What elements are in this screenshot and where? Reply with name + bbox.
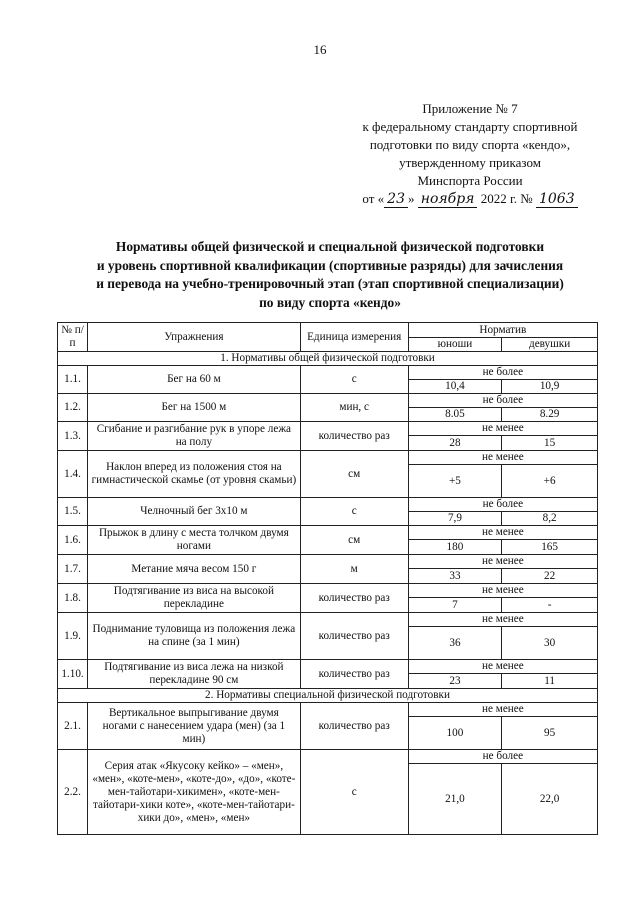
norm-condition: не более (408, 750, 597, 764)
row-number: 1.4. (58, 451, 88, 498)
appendix-title: Приложение № 7 (422, 101, 518, 116)
boys-value: +5 (408, 465, 502, 498)
row-number: 1.2. (58, 394, 88, 422)
appendix-block (330, 100, 610, 208)
norm-condition: не менее (408, 584, 597, 598)
exercise-name: Челночный бег 3х10 м (88, 498, 301, 526)
norm-condition: не менее (408, 526, 597, 540)
row-number: 1.10. (58, 660, 88, 689)
table-row (58, 498, 598, 512)
row-number: 1.7. (58, 555, 88, 584)
unit-cell: м (300, 555, 408, 584)
page-number: 16 (313, 42, 327, 57)
unit-cell: количество раз (300, 422, 408, 451)
exercise-name: Наклон вперед из положения стоя на гимнастической скамье (от уровня скамьи) (88, 451, 301, 498)
norms-table (57, 322, 598, 835)
norm-condition: не менее (408, 451, 597, 465)
header-girls: девушки (502, 338, 598, 352)
row-number: 1.8. (58, 584, 88, 613)
girls-value: 22,0 (502, 764, 598, 835)
appendix-line: к федеральному стандарту спортивной (362, 119, 578, 134)
exercise-name: Подтягивание из виса на высокой перекладине (88, 584, 301, 613)
table-row (58, 555, 598, 569)
girls-value: 30 (502, 627, 598, 660)
table-row (58, 660, 598, 674)
row-number: 1.3. (58, 422, 88, 451)
unit-cell: количество раз (300, 584, 408, 613)
boys-value: 23 (408, 674, 502, 689)
section-title: 2. Нормативы специальной физической подготовки (58, 689, 598, 703)
boys-value: 7 (408, 598, 502, 613)
girls-value: 95 (502, 717, 598, 750)
girls-value: 11 (502, 674, 598, 689)
norm-condition: не более (408, 394, 597, 408)
header-exercise: Упражнения (88, 323, 301, 352)
girls-value: 15 (502, 436, 598, 451)
boys-value: 7,9 (408, 512, 502, 526)
unit-cell: количество раз (300, 613, 408, 660)
unit-cell: мин, с (300, 394, 408, 422)
section-general (58, 352, 598, 366)
boys-value: 36 (408, 627, 502, 660)
row-number: 1.1. (58, 366, 88, 394)
table-row (58, 451, 598, 465)
exercise-name: Бег на 60 м (88, 366, 301, 394)
exercise-name: Подтягивание из виса лежа на низкой перекладине 90 см (88, 660, 301, 689)
unit-cell: см (300, 451, 408, 498)
document-heading: Нормативы общей физической и специальной физической подготовки и уровень спортивной квалификации (спортивные разряды) для зачисления и перевода на учебно-тренировочный этап (этап спортивной специализации) по виду спорта «кендо» (96, 239, 564, 310)
row-number: 2.1. (58, 703, 88, 750)
boys-value: 21,0 (408, 764, 502, 835)
exercise-name: Метание мяча весом 150 г (88, 555, 301, 584)
norm-condition: не менее (408, 422, 597, 436)
unit-cell: с (300, 750, 408, 835)
unit-cell: с (300, 498, 408, 526)
girls-value: +6 (502, 465, 598, 498)
boys-value: 180 (408, 540, 502, 555)
header-boys: юноши (408, 338, 502, 352)
handwritten-order-number: 1063 (536, 191, 578, 208)
row-number: 1.9. (58, 613, 88, 660)
exercise-name: Бег на 1500 м (88, 394, 301, 422)
handwritten-day: 23 (384, 191, 408, 208)
table-row (58, 613, 598, 627)
appendix-line: Минспорта России (417, 173, 523, 188)
norm-condition: не более (408, 498, 597, 512)
header-unit: Единица измерения (300, 323, 408, 352)
boys-value: 100 (408, 717, 502, 750)
norm-condition: не менее (408, 703, 597, 717)
girls-value: 22 (502, 569, 598, 584)
girls-value: 8,2 (502, 512, 598, 526)
row-number: 1.5. (58, 498, 88, 526)
table-row (58, 584, 598, 598)
appendix-line: подготовки по виду спорта «кендо», (369, 137, 571, 152)
girls-value: 10,9 (502, 380, 598, 394)
table-row (58, 422, 598, 436)
unit-cell: количество раз (300, 660, 408, 689)
norm-condition: не более (408, 366, 597, 380)
norms-table-body (58, 352, 598, 835)
girls-value: - (502, 598, 598, 613)
exercise-name: Прыжок в длину с места толчком двумя ногами (88, 526, 301, 555)
section-special (58, 689, 598, 703)
boys-value: 10,4 (408, 380, 502, 394)
unit-cell: количество раз (300, 703, 408, 750)
unit-cell: см (300, 526, 408, 555)
boys-value: 8.05 (408, 408, 502, 422)
norm-condition: не менее (408, 660, 597, 674)
row-number: 1.6. (58, 526, 88, 555)
exercise-name: Серия атак «Якусоку кейко» – «мен», «мен», «коте-мен», «коте-до», «до», «коте-мен-тайотари-хикимен», «коте-мен-тайотари-хики коте», «коте-мен-тайотари- хики до», «мен», «мен» (88, 750, 301, 835)
exercise-name: Сгибание и разгибание рук в упоре лежа на полу (88, 422, 301, 451)
row-number: 2.2. (58, 750, 88, 835)
boys-value: 33 (408, 569, 502, 584)
header-num: № п/п (58, 323, 88, 352)
girls-value: 8.29 (502, 408, 598, 422)
table-row (58, 703, 598, 717)
table-row (58, 394, 598, 408)
girls-value: 165 (502, 540, 598, 555)
norm-condition: не менее (408, 613, 597, 627)
exercise-name: Вертикальное выпрыгивание двумя ногами с нанесением удара (мен) (за 1 мин) (88, 703, 301, 750)
table-row (58, 366, 598, 380)
header-norm: Норматив (408, 323, 597, 338)
norm-condition: не менее (408, 555, 597, 569)
section-title: 1. Нормативы общей физической подготовки (58, 352, 598, 366)
handwritten-month: ноября (418, 191, 478, 208)
unit-cell: с (300, 366, 408, 394)
order-date-line: от « 23 » ноября 2022 г. № 1063 (330, 190, 610, 208)
table-row (58, 526, 598, 540)
table-row (58, 750, 598, 764)
exercise-name: Поднимание туловища из положения лежа на спине (за 1 мин) (88, 613, 301, 660)
appendix-line: утвержденному приказом (399, 155, 541, 170)
boys-value: 28 (408, 436, 502, 451)
